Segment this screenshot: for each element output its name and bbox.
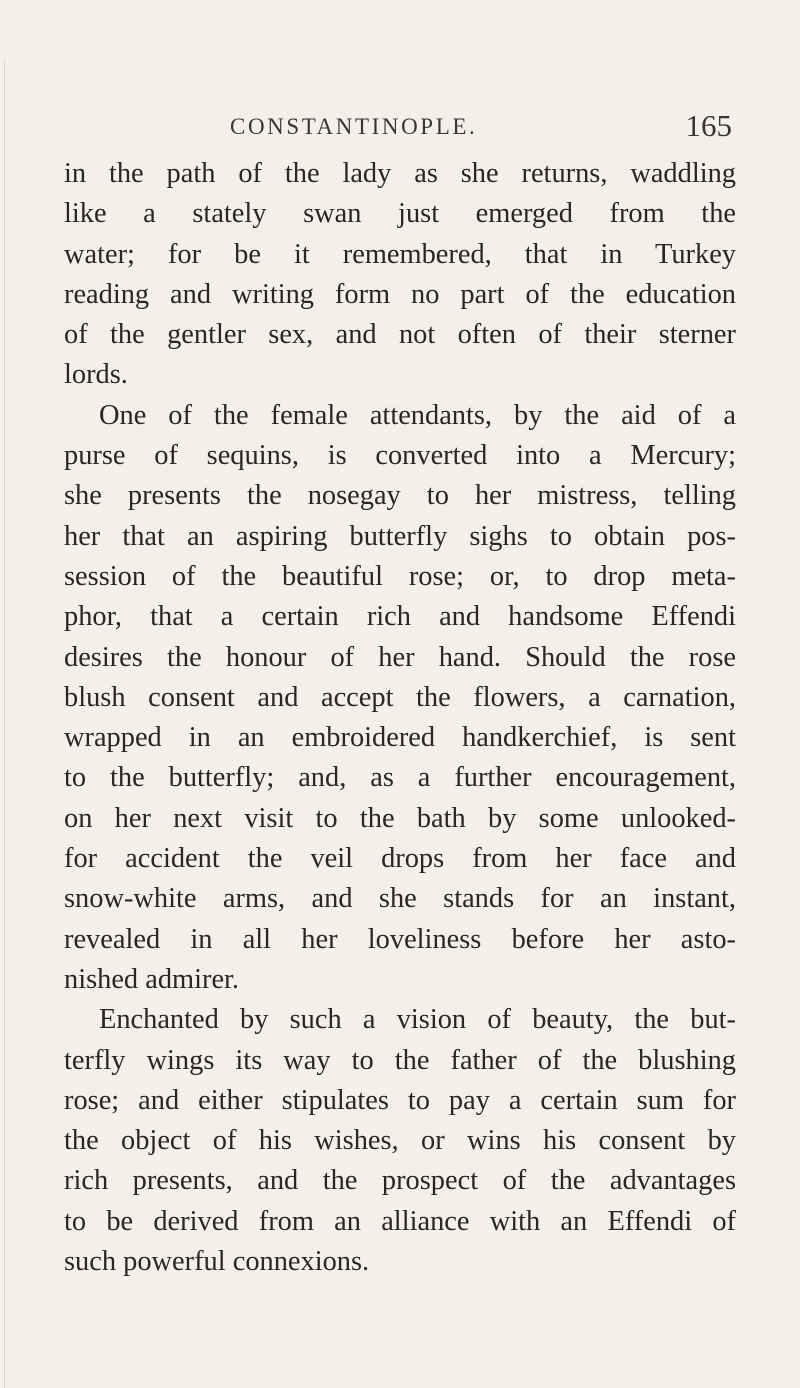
text-line: such powerful connexions.	[64, 1246, 370, 1278]
text-line: her that an aspiring butterfly sighs to obtain pos-	[64, 520, 736, 552]
text-line: she presents the nosegay to her mistress, telling	[64, 480, 736, 512]
text-line: water; for be it remembered, that in Turkey	[64, 238, 736, 270]
text-line: for accident the veil drops from her face and	[64, 843, 736, 875]
body-text	[64, 154, 736, 1282]
text-line: snow-white arms, and she stands for an instant,	[64, 883, 736, 915]
text-line: session of the beautiful rose; or, to drop meta-	[64, 560, 736, 592]
text-line: revealed in all her loveliness before her asto-	[64, 923, 736, 955]
running-header	[64, 108, 736, 152]
page-edge-divider	[4, 60, 5, 1388]
paragraph-first-line: Enchanted by such a vision of beauty, the but-	[99, 1004, 736, 1036]
text-line: lords.	[64, 359, 128, 391]
text-line: the object of his wishes, or wins his consent by	[64, 1125, 736, 1157]
text-line: reading and writing form no part of the education	[64, 278, 736, 310]
text-line: purse of sequins, is converted into a Mercury;	[64, 440, 736, 472]
text-line: of the gentler sex, and not often of their sterner	[64, 319, 736, 351]
text-line: wrapped in an embroidered handkerchief, is sent	[64, 722, 736, 754]
text-line: on her next visit to the bath by some unlooked-	[64, 802, 736, 834]
text-line: nished admirer.	[64, 963, 240, 995]
page-number: 165	[685, 108, 732, 143]
text-line: desires the honour of her hand. Should the rose	[64, 641, 736, 673]
text-line: phor, that a certain rich and handsome Effendi	[64, 601, 736, 633]
text-line: to the butterfly; and, as a further encouragement,	[64, 762, 736, 794]
text-line: rich presents, and the prospect of the advantages	[64, 1165, 736, 1197]
text-line: blush consent and accept the flowers, a carnation,	[64, 681, 736, 713]
text-line: rose; and either stipulates to pay a certain sum for	[64, 1084, 736, 1116]
text-line: in the path of the lady as she returns, waddling	[64, 158, 736, 189]
paragraph-first-line: One of the female attendants, by the aid of a	[99, 399, 736, 431]
text-line: like a stately swan just emerged from the	[64, 198, 736, 230]
text-line: to be derived from an alliance with an Effendi of	[64, 1205, 736, 1237]
header-title: CONSTANTINOPLE.	[230, 114, 478, 139]
text-line: terfly wings its way to the father of the blushing	[64, 1044, 736, 1076]
